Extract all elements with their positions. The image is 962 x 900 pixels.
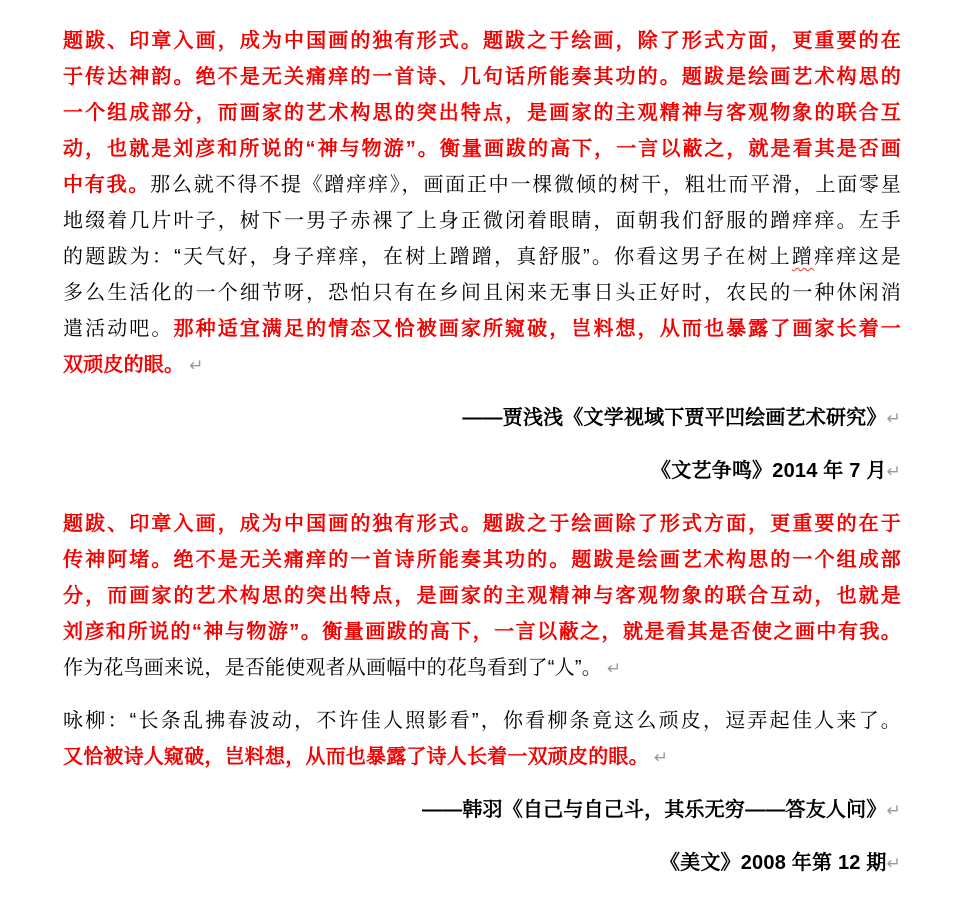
text-segment: ——韩羽《自己与自己斗，其乐无穷——答友人问》 (421, 799, 887, 821)
attribution-3 (63, 792, 901, 829)
text-segment: 蹭 (791, 246, 815, 268)
attribution-2 (63, 453, 901, 490)
text-segment: 咏柳：“长条乱拂春波动，不许佳人照影看”，你看柳条竟这么顽皮，逗弄起佳人来了。 (63, 710, 901, 732)
text-segment: 那种适宜满足的情态又恰被画家所窥破，岂料想，从而也暴露了画家长着一 (173, 318, 901, 340)
paragraph-return-icon: ↵ (648, 748, 669, 767)
text-line (63, 614, 901, 650)
text-line (63, 347, 901, 384)
text-line (63, 23, 901, 59)
text-line (63, 578, 901, 614)
text-segment: 又恰被诗人窥破，岂料想，从而也暴露了诗人长着一双顽皮的眼。 (63, 746, 649, 768)
text-line (63, 59, 901, 95)
text-line (63, 311, 901, 347)
paragraph-return-icon: ↵ (601, 659, 622, 678)
text-segment: 作为花鸟画来说，是否能使观者从画幅中的花鸟看到了“人”。 (63, 657, 602, 679)
text-segment: 遣活动吧。 (63, 318, 174, 340)
text-segment: 地缀着几片叶子，树下一男子赤裸了上身正微闭着眼睛，面朝我们舒服的蹭痒痒。左手 (63, 210, 901, 232)
text-segment: 双顽皮的眼。 (63, 354, 185, 376)
text-line (63, 703, 901, 739)
text-line (63, 650, 901, 687)
text-segment: 刘彦和所说的“神与物游”。衡量画跋的高下，一言以蔽之，就是看其是否使之画中有我。 (63, 621, 901, 643)
text-line (63, 239, 901, 275)
text-segment: 中有我。 (63, 174, 151, 196)
text-segment: 一个组成部分，而画家的艺术构思的突出特点，是画家的主观精神与客观物象的联合互 (63, 102, 901, 124)
attribution-line (63, 792, 901, 829)
attribution-line (63, 845, 901, 882)
text-line (63, 739, 901, 776)
paragraph-2 (63, 506, 901, 687)
text-segment: 题跋、印章入画，成为中国画的独有形式。题跋之于绘画除了形式方面，更重要的在于 (63, 513, 901, 535)
text-line (63, 167, 901, 203)
paragraph-return-icon: ↵ (184, 356, 204, 375)
paragraph-return-icon: ↵ (886, 462, 901, 481)
text-segment: 传神阿堵。绝不是无关痛痒的一首诗所能奏其功的。题跋是绘画艺术构思的一个组成部 (63, 549, 901, 571)
paragraph-return-icon: ↵ (886, 409, 901, 428)
text-line (63, 203, 901, 239)
text-segment: 题跋、印章入画，成为中国画的独有形式。题跋之于绘画，除了形式方面，更重要的在 (63, 30, 901, 52)
paragraph-1 (63, 23, 901, 384)
attribution-1 (63, 400, 901, 437)
attribution-line (63, 453, 901, 490)
paragraph-return-icon: ↵ (886, 801, 901, 820)
paragraph-3 (63, 703, 901, 776)
text-segment: 痒痒这是 (814, 246, 901, 268)
text-segment: 《美文》2008 年第 12 期 (659, 852, 887, 874)
text-segment: 多么生活化的一个细节呀，恐怕只有在乡间且闲来无事日头正好时，农民的一种休闲消 (63, 282, 901, 304)
text-segment: ——贾浅浅《文学视域下贾平凹绘画艺术研究》 (462, 407, 887, 429)
text-line (63, 542, 901, 578)
paragraph-return-icon: ↵ (886, 854, 901, 873)
attribution-line (63, 400, 901, 437)
document-content (63, 23, 901, 898)
text-segment: 分，而画家的艺术构思的突出特点，是画家的主观精神与客观物象的联合互动，也就是 (63, 585, 901, 607)
text-segment: 那么就不得不提《蹭痒痒》，画面正中一棵微倾的树干，粗壮而平滑，上面零星 (150, 174, 901, 196)
text-line (63, 95, 901, 131)
attribution-4 (63, 845, 901, 882)
text-line (63, 506, 901, 542)
text-segment: 于传达神韵。绝不是无关痛痒的一首诗、几句话所能奏其功的。题跋是绘画艺术构思的 (63, 66, 901, 88)
text-segment: 动，也就是刘彦和所说的“神与物游”。衡量画跋的高下，一言以蔽之，就是看其是否画 (63, 138, 901, 160)
text-segment: 《文艺争鸣》2014 年 7 月 (651, 460, 887, 482)
text-segment: 的题跋为：“天气好，身子痒痒，在树上蹭蹭，真舒服”。你看这男子在树上 (63, 246, 792, 268)
text-line (63, 131, 901, 167)
text-line (63, 275, 901, 311)
